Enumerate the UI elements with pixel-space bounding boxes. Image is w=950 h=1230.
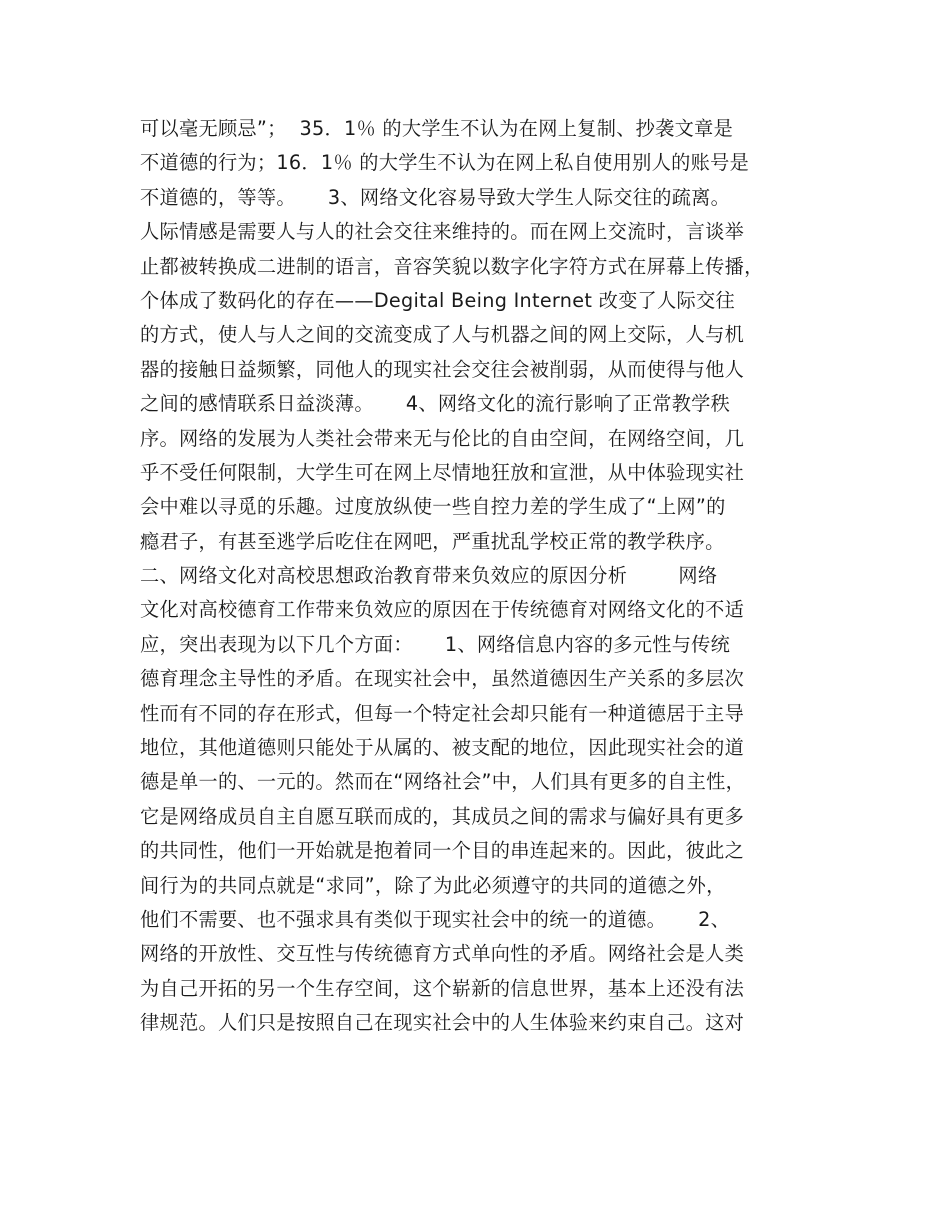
- text-line: 不道德的行为；16．1％ 的大学生不认为在网上私自使用别人的账号是: [140, 151, 750, 175]
- body-text: [140, 112, 820, 1041]
- text-line: 的共同性，他们一开始就是抱着同一个目的串连起来的。因此，彼此之: [140, 839, 745, 863]
- text-line: 不道德的，等等。 3、网络文化容易导致大学生人际交往的疏离。: [140, 185, 731, 209]
- text-line: 序。网络的发展为人类社会带来无与伦比的自由空间，在网络空间，几: [140, 426, 745, 450]
- text-line: 律规范。人们只是按照自己在现实社会中的人生体验来约束自己。这对: [140, 1011, 745, 1035]
- text-line: 瘾君子，有甚至逃学后吃住在网吧，严重扰乱学校正常的教学秩序。: [140, 529, 725, 553]
- text-line: 德是单一的、一元的。然而在“网络社会”中，人们具有更多的自主性，: [140, 770, 746, 794]
- text-line: 的方式，使人与人之间的交流变成了人与机器之间的网上交际，人与机: [140, 323, 745, 347]
- text-line: 为自己开拓的另一个生存空间，这个崭新的信息世界，基本上还没有法: [140, 976, 745, 1000]
- text-line: 会中难以寻觅的乐趣。过度放纵使一些自控力差的学生成了“上网”的: [140, 495, 726, 519]
- text-line: 性而有不同的存在形式，但每一个特定社会却只能有一种道德居于主导: [140, 701, 745, 725]
- text-line: 网络的开放性、交互性与传统德育方式单向性的矛盾。网络社会是人类: [140, 942, 745, 966]
- section-heading-line: 二、网络文化对高校思想政治教育带来负效应的原因分析 网络: [140, 564, 718, 588]
- text-line: 文化对高校德育工作带来负效应的原因在于传统德育对网络文化的不适: [140, 598, 745, 622]
- text-line: 应，突出表现为以下几个方面： 1、网络信息内容的多元性与传统: [140, 632, 731, 656]
- text-line: 个体成了数码化的存在——Degital Being Internet 改变了人际交往: [140, 288, 735, 312]
- text-line: 它是网络成员自主自愿互联而成的，其成员之间的需求与偏好具有更多: [140, 804, 745, 828]
- text-line: 之间的感情联系日益淡薄。 4、网络文化的流行影响了正常教学秩: [140, 392, 731, 416]
- text-line: 人际情感是需要人与人的社会交往来维持的。而在网上交流时，言谈举: [140, 220, 745, 244]
- text-line: 器的接触日益频繁，同他人的现实社会交往会被削弱，从而使得与他人: [140, 357, 745, 381]
- text-line: 乎不受任何限制，大学生可在网上尽情地狂放和宣泄，从中体验现实社: [140, 460, 745, 484]
- text-line: 他们不需要、也不强求具有类似于现实社会中的统一的道德。 2、: [140, 907, 731, 931]
- text-line: 可以毫无顾忌”； 35．1％ 的大学生不认为在网上复制、抄袭文章是: [140, 117, 734, 140]
- text-line: 止都被转换成二进制的语言，音容笑貌以数字化字符方式在屏幕上传播，: [140, 254, 764, 278]
- text-line: 地位，其他道德则只能处于从属的、被支配的地位，因此现实社会的道: [140, 736, 745, 760]
- text-line: 间行为的共同点就是“求同”，除了为此必须遵守的共同的道德之外，: [140, 873, 726, 897]
- text-line: 德育理念主导性的矛盾。在现实社会中，虽然道德因生产关系的多层次: [140, 667, 745, 691]
